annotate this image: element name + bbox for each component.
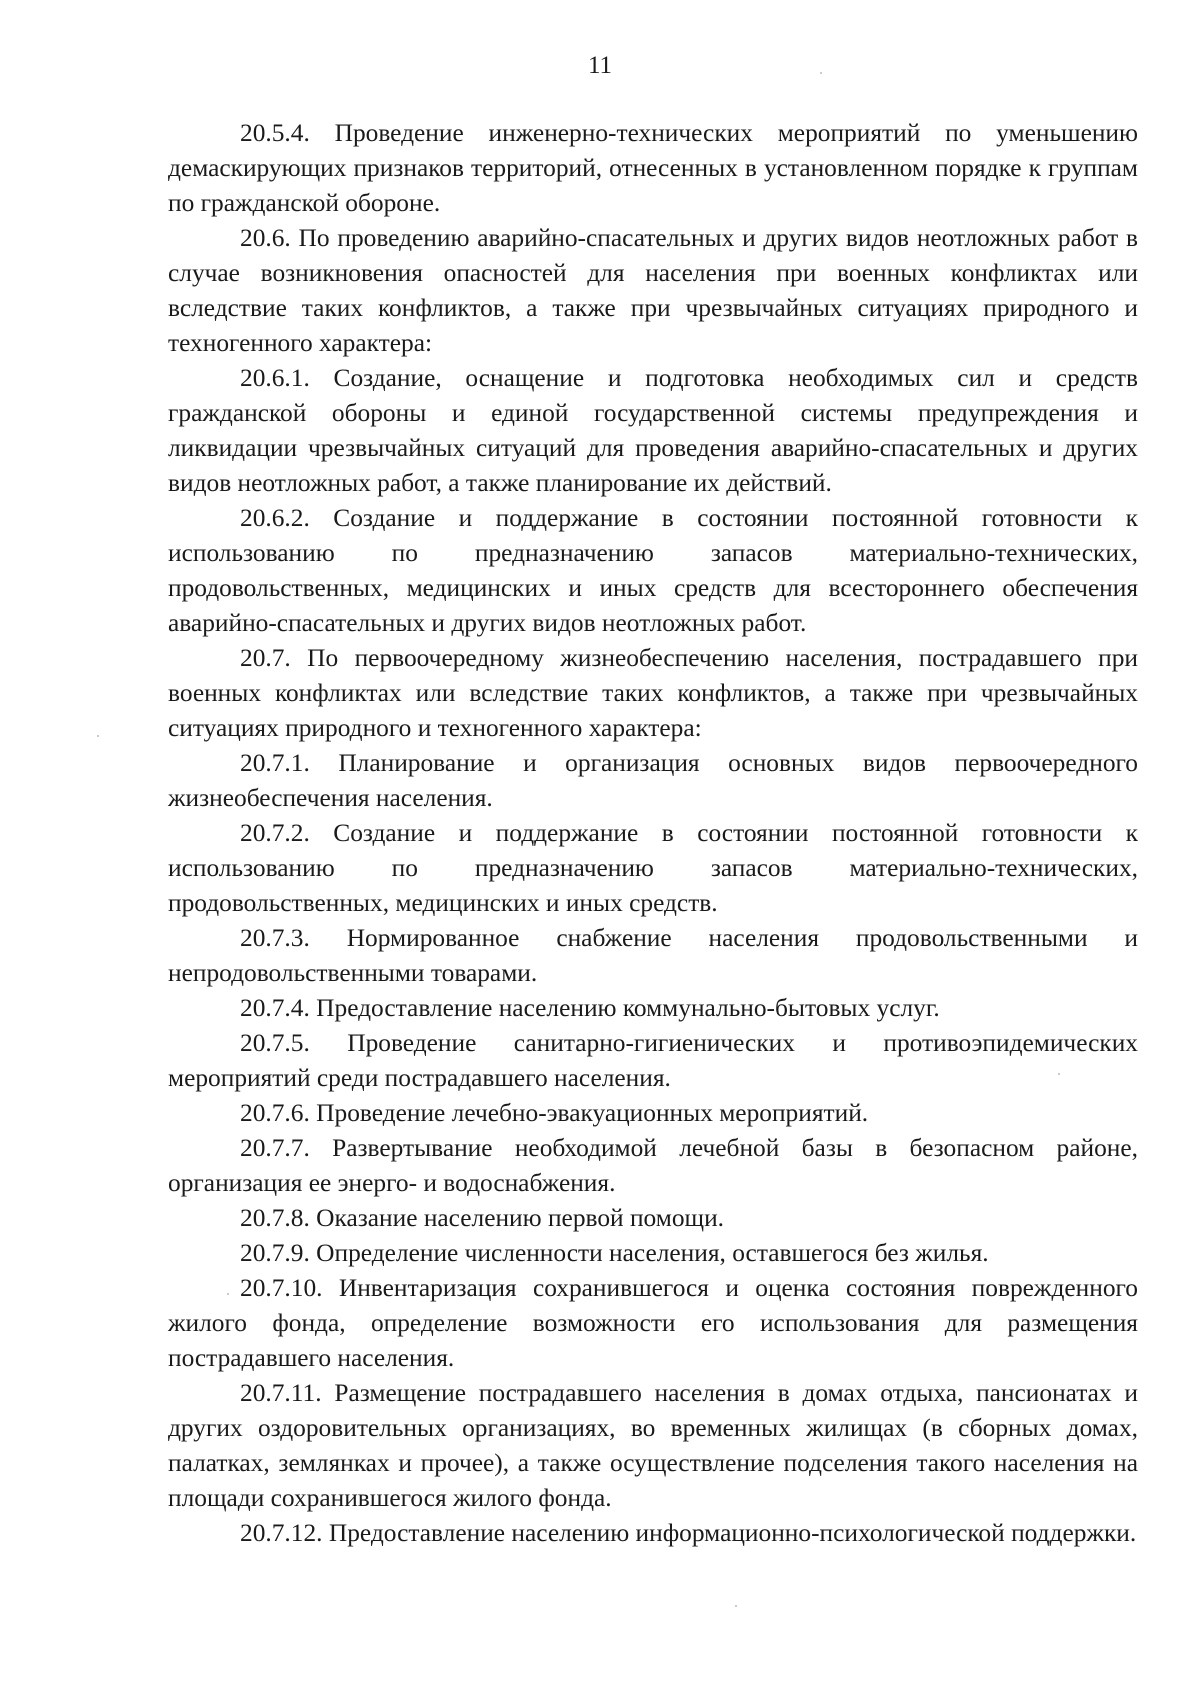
document-body	[168, 116, 1138, 1551]
scan-speck	[820, 72, 822, 74]
paragraph-20-7-12: 20.7.12. Предоставление населению информационно-психологической поддержки.	[240, 1519, 1137, 1547]
scan-speck	[1058, 1073, 1060, 1075]
scan-speck	[97, 735, 99, 737]
paragraph-20-7-6: 20.7.6. Проведение лечебно-эвакуационных мероприятий.	[240, 1099, 869, 1127]
paragraph-20-7-11: 20.7.11. Размещение пострадавшего населения в домах отдыха, пансионатах и других оздоровительных организациях, во временных жилищах (в сборных домах, палатках, землянках и прочее), а также осуществление подселения такого населения на площади сохранившегося жилого фонда.	[168, 1379, 1138, 1512]
paragraph-20-7-10: 20.7.10. Инвентаризация сохранившегося и оценка состояния поврежденного жилого фонда, определение возможности его использования для размещения пострадавшего населения.	[168, 1274, 1138, 1372]
scan-speck	[735, 1605, 737, 1607]
paragraph-20-7: 20.7. По первоочередному жизнеобеспечению населения, пострадавшего при военных конфликтах или вследствие таких конфликтов, а также при чрезвычайных ситуациях природного и техногенного характера:	[168, 644, 1138, 742]
paragraph-20-7-9: 20.7.9. Определение численности населения, оставшегося без жилья.	[240, 1239, 989, 1267]
paragraph-20-7-2: 20.7.2. Создание и поддержание в состоянии постоянной готовности к использованию по предназначению запасов материально-технических, продовольственных, медицинских и иных средств.	[168, 819, 1138, 917]
page-number: 11	[587, 52, 613, 79]
paragraph-20-7-8: 20.7.8. Оказание населению первой помощи.	[240, 1204, 725, 1232]
paragraph-20-7-4: 20.7.4. Предоставление населению коммунально-бытовых услуг.	[240, 994, 940, 1022]
scan-speck	[227, 1293, 229, 1295]
paragraph-20-6-1: 20.6.1. Создание, оснащение и подготовка необходимых сил и средств гражданской обороны и единой государственной системы предупреждения и ликвидации чрезвычайных ситуаций для проведения аварийно-спасательных и других видов неотложных работ, а также планирование их действий.	[168, 364, 1138, 497]
paragraph-20-7-1: 20.7.1. Планирование и организация основных видов первоочередного жизнеобеспечения населения.	[168, 749, 1138, 812]
paragraph-20-5-4: 20.5.4. Проведение инженерно-технических мероприятий по уменьшению демаскирующих признаков территорий, отнесенных в установленном порядке к группам по гражданской обороне.	[168, 119, 1138, 217]
paragraph-20-7-7: 20.7.7. Развертывание необходимой лечебной базы в безопасном районе, организация ее энерго- и водоснабжения.	[168, 1134, 1138, 1197]
paragraph-20-7-5: 20.7.5. Проведение санитарно-гигиенических и противоэпидемических мероприятий среди пострадавшего населения.	[168, 1029, 1138, 1092]
paragraph-20-7-3: 20.7.3. Нормированное снабжение населения продовольственными и непродовольственными товарами.	[168, 924, 1138, 987]
paragraph-20-6-2: 20.6.2. Создание и поддержание в состоянии постоянной готовности к использованию по предназначению запасов материально-технических, продовольственных, медицинских и иных средств для всестороннего обеспечения аварийно-спасательных и других видов неотложных работ.	[168, 504, 1138, 637]
paragraph-20-6: 20.6. По проведению аварийно-спасательных и других видов неотложных работ в случае возникновения опасностей для населения при военных конфликтах или вследствие таких конфликтов, а также при чрезвычайных ситуациях природного и техногенного характера:	[168, 224, 1138, 357]
